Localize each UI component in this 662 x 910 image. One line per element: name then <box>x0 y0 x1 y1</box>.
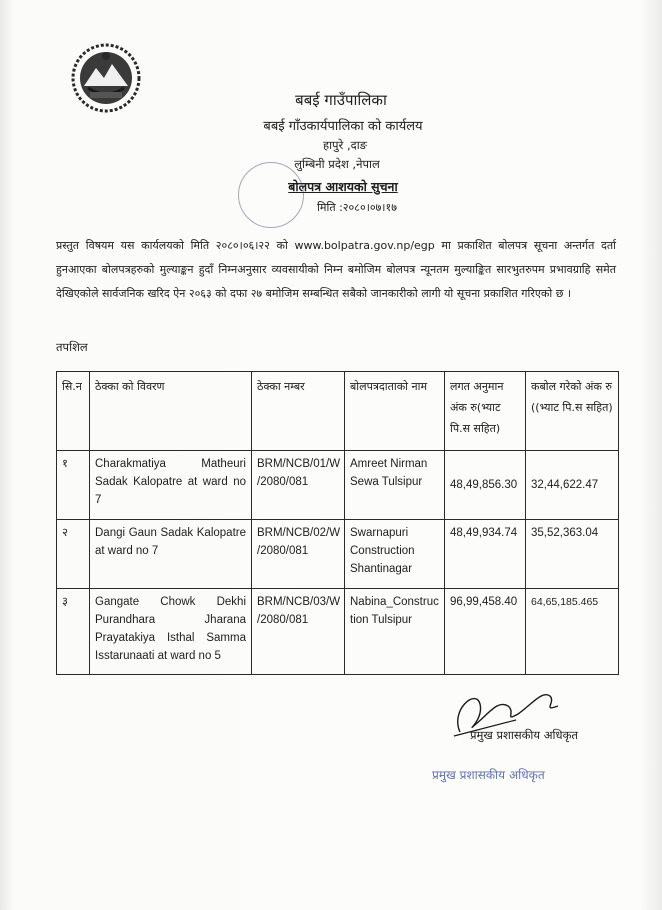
table-header-row <box>57 372 619 451</box>
row-sn: ३ <box>57 589 90 675</box>
row-bid-amount: 35,52,363.04 <box>526 520 619 589</box>
row-bid-amount: 64,65,185.465 <box>526 589 619 675</box>
row-contract-no: BRM/NCB/01/W /2080/081 <box>252 451 345 520</box>
row-estimate: 96,99,458.40 <box>445 589 526 675</box>
office-name: बबई गाँउकार्यपालिका को कार्यलय <box>263 119 423 134</box>
notice-title: बोलपत्र आशयको सुचना <box>288 179 398 194</box>
office-seal-stamp <box>238 162 304 228</box>
details-label: तपशिल <box>56 340 88 354</box>
row-estimate: 48,49,856.30 <box>445 451 526 520</box>
notice-date: मिति :२०८०।०७।१७ <box>317 201 397 214</box>
col-header-estimate: लगत अनुमान अंक रु(भ्याट पि.स सहित) <box>445 372 526 451</box>
row-description: Dangi Gaun Sadak Kalopatre at ward no 7 <box>90 520 252 589</box>
row-description: Charakmatiya Matheuri Sadak Kalopatre at ward no 7 <box>90 451 252 520</box>
row-bidder: Swarnapuri Construction Shantinagar <box>345 520 445 589</box>
row-bidder: Nabina_Construc tion Tulsipur <box>345 589 445 675</box>
municipality-name: बबई गाउँपालिका <box>295 91 387 109</box>
col-header-description: ठेक्का को विवरण <box>90 372 252 451</box>
col-header-bidder: बोलपत्रदाताको नाम <box>345 372 445 451</box>
row-contract-no: BRM/NCB/03/W /2080/081 <box>252 589 345 675</box>
col-header-sn: सि.न <box>57 372 90 451</box>
row-bidder: Amreet Nirman Sewa Tulsipur <box>345 451 445 520</box>
row-sn: १ <box>57 451 90 520</box>
signatory-stamp: प्रमुख प्रशासकीय अधिकृत <box>432 768 545 782</box>
table-row <box>57 520 619 589</box>
col-header-contract-no: ठेक्का नम्बर <box>252 372 345 451</box>
col-header-bid-amount: कबोल गरेको अंक रु ((भ्याट पि.स सहित) <box>526 372 619 451</box>
row-description: Gangate Chowk Dekhi Purandhara Jharana Prayatakiya Isthal Samma Isstarunaati at ward no 5 <box>90 589 252 675</box>
bid-table <box>56 371 619 675</box>
office-location: हापुरे ,दाङ <box>322 138 368 152</box>
row-estimate: 48,49,934.74 <box>445 520 526 589</box>
notice-paragraph: प्रस्तुत विषयम यस कार्यलयको मिति २०८०।०६।२२ को www.bolpatra.gov.np/egp मा प्रकाशित बोलपत्र सूचना अन्तर्गत दर्ता हुनआएका बोलपत्रहरुको मुल्याङ्कन हुदाँ निम्नअनुसार व्यवसायीको निम्न बमोजिम बोलपत्र न्यूनतम मुल्याङ्कित सारभुतरुपम प्रभावग्राहि समेत देखिएकोले सार्वजनिक खरिद ऐन २०६३ को दफा २७ बमोजिम सम्बन्धित सबैको जानकारीको लागी यो सूचना प्रकाशित गरिएको छ । <box>56 239 616 300</box>
table-row <box>57 451 619 520</box>
row-bid-amount: 32,44,622.47 <box>526 451 619 520</box>
signatory-title: प्रमुख प्रशासकीय अधिकृत <box>470 728 578 742</box>
office-province: लुम्बिनी प्रदेश ,नेपाल <box>294 157 380 171</box>
row-contract-no: BRM/NCB/02/W /2080/081 <box>252 520 345 589</box>
table-row <box>57 589 619 675</box>
row-sn: २ <box>57 520 90 589</box>
